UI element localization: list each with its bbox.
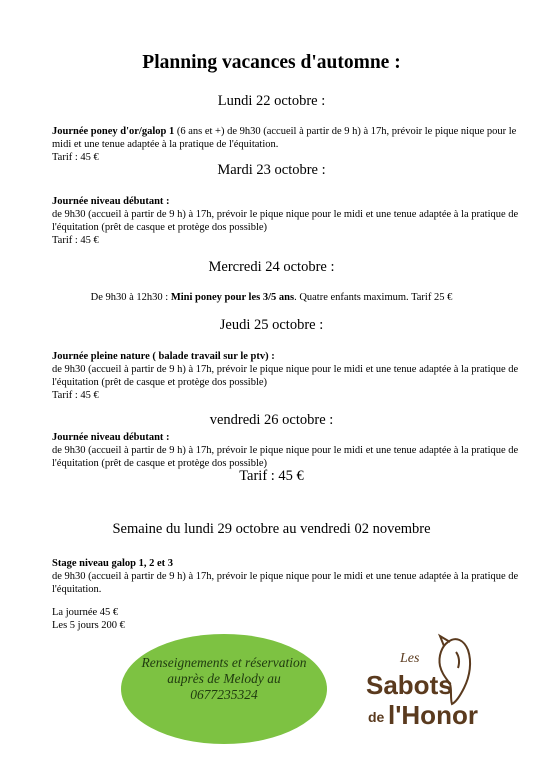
day-heading-lundi: Lundi 22 octobre : <box>217 93 326 109</box>
price-day: La journée 45 € <box>52 607 119 618</box>
mardi-activity: Journée niveau débutant : <box>52 196 170 207</box>
vendredi-tarif: Tarif : 45 € <box>239 468 304 484</box>
mardi-tarif: Tarif : 45 € <box>52 235 99 246</box>
stage-details: de 9h30 (accueil à partir de 9 h) à 17h, prévoir le pique nique pour le midi et une tenue adaptée à la pratique de l'équitation. <box>52 571 519 595</box>
sabots-honor-logo <box>360 632 480 732</box>
lundi-tarif: Tarif : 45 € <box>52 152 99 163</box>
vendredi-activity: Journée niveau débutant : <box>52 432 170 443</box>
jeudi-block <box>52 350 522 402</box>
jeudi-details: de 9h30 (accueil à partir de 9 h) à 17h, prévoir le pique nique pour le midi et une tenue adaptée à la pratique de l'équitation (prêt de casque et protège dos possible) <box>52 364 519 388</box>
day-heading-vendredi: vendredi 26 octobre : <box>209 412 334 428</box>
logo-honor: l'Honor <box>388 700 478 730</box>
jeudi-tarif: Tarif : 45 € <box>52 390 99 401</box>
logo-les: Les <box>400 651 420 666</box>
vendredi-block <box>52 431 522 470</box>
day-heading-mercredi: Mercredi 24 octobre : <box>208 259 335 275</box>
price-week: Les 5 jours 200 € <box>52 620 125 631</box>
contact-phone: 0677235324 <box>190 687 258 702</box>
stage-activity: Stage niveau galop 1, 2 et 3 <box>52 558 174 569</box>
contact-line-1: Renseignements et réservation <box>141 655 307 670</box>
day-heading-jeudi: Jeudi 25 octobre : <box>219 317 324 333</box>
mercredi-time: De 9h30 à 12h30 : <box>90 292 171 303</box>
contact-line-2: auprès de Melody au <box>167 671 281 686</box>
week-heading: Semaine du lundi 29 octobre au vendredi 02 novembre <box>112 521 431 537</box>
mardi-details: de 9h30 (accueil à partir de 9 h) à 17h, prévoir le pique nique pour le midi et une tenue adaptée à la pratique de l'équitation (prêt de casque et protège dos possible) <box>52 209 519 233</box>
logo-sabots: Sabots <box>366 670 453 700</box>
vendredi-details: de 9h30 (accueil à partir de 9 h) à 17h, prévoir le pique nique pour le midi et une tenue adaptée à la pratique de l'équitation (prêt de casque et protège dos possible) <box>52 445 519 469</box>
jeudi-activity: Journée pleine nature ( balade travail sur le ptv) : <box>52 351 275 362</box>
mercredi-info: . Quatre enfants maximum. Tarif 25 € <box>294 292 453 303</box>
lundi-block <box>52 125 522 164</box>
day-heading-mardi: Mardi 23 octobre : <box>217 162 326 178</box>
lundi-activity: Journée poney d'or/galop 1 <box>52 126 175 137</box>
mercredi-line <box>0 292 543 303</box>
page-title: Planning vacances d'automne : <box>142 52 401 73</box>
mardi-block <box>52 195 522 247</box>
lundi-details: (6 ans et +) de 9h30 (accueil à partir de 9 h) à 17h, prévoir le pique nique pour le midi et une tenue adaptée à la pratique de l'équitation. <box>52 126 517 150</box>
contact-text <box>121 655 327 703</box>
stage-prices <box>52 606 522 632</box>
logo-de: de <box>368 709 385 725</box>
stage-block <box>52 557 522 596</box>
mercredi-activity: Mini poney pour les 3/5 ans <box>170 292 295 303</box>
